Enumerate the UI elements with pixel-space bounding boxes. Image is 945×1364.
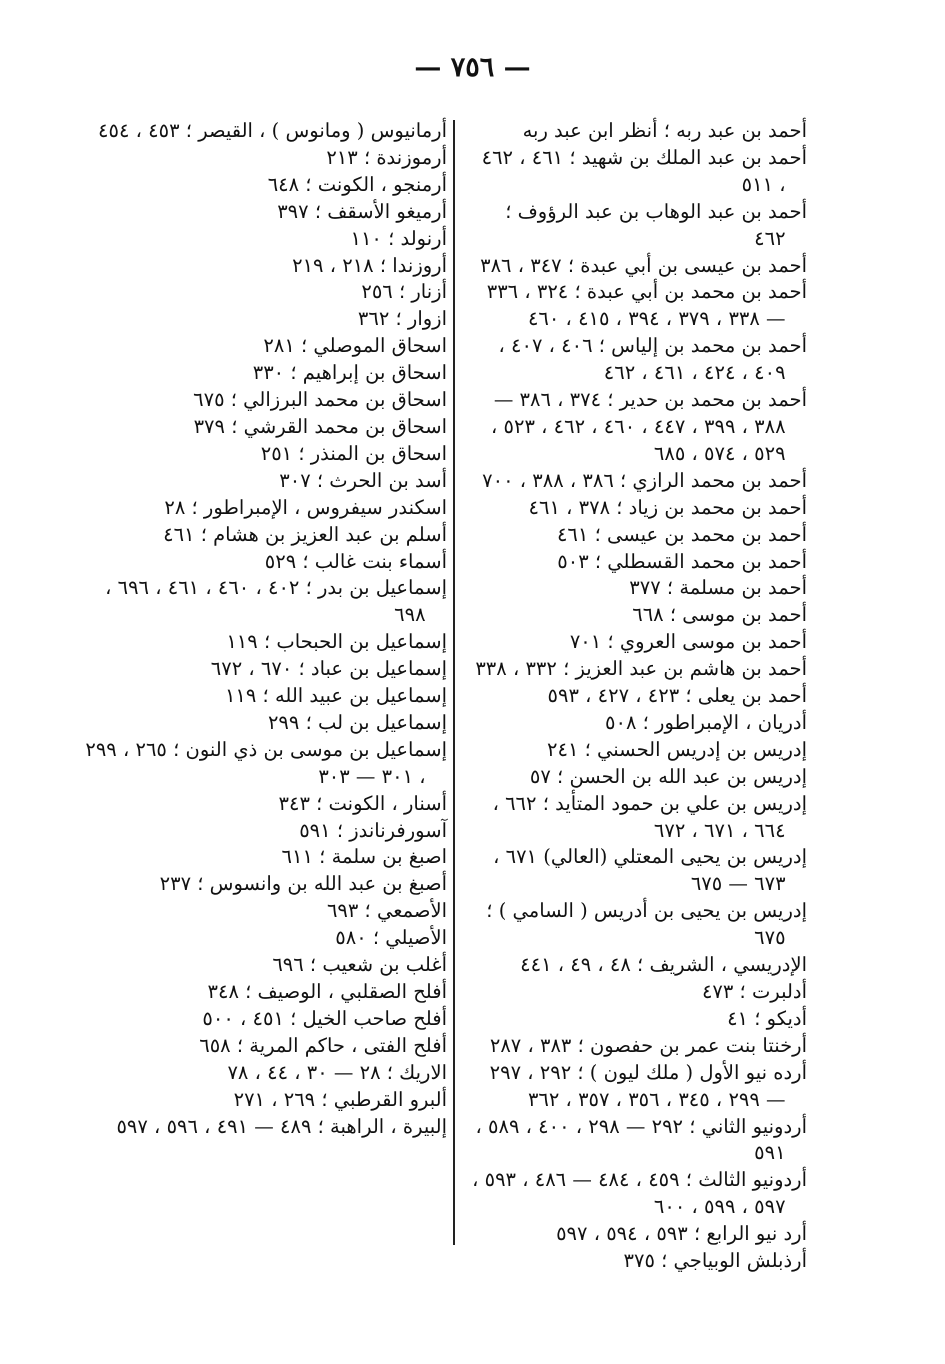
index-entry: أحمد بن محمد بن عيسى ؛ ٤٦١ xyxy=(556,522,807,546)
index-entry: أردونيو الثاني ؛ ٢٩٢ — ٢٩٨ ، ٤٠٠ ، ٥٨٩ ، ٥٩١ xyxy=(475,1114,807,1165)
index-entry: أحمد بن موسى ؛ ٦٦٨ xyxy=(632,603,807,627)
index-column-left xyxy=(77,118,447,1140)
index-entry: أسد بن الحرث ؛ ٣٠٧ xyxy=(279,468,447,492)
index-entry: أرمانيوس ( ومانوس ) ، القيصر ؛ ٤٥٣ ، ٤٥٤ xyxy=(98,119,447,142)
index-entry: إدريس بن عبد الله بن الحسن ؛ ٥٧ xyxy=(529,764,807,788)
index-entry: اسحاق بن إبراهيم ؛ ٣٣٠ xyxy=(252,361,447,385)
index-entry: أردونيو الثالث ؛ ٤٥٩ ، ٤٨٤ — ٤٨٦ ، ٥٩٣ ، ٥٩٧ ، ٥٩٩ ، ٦٠٠ xyxy=(472,1168,807,1219)
column-divider xyxy=(453,120,455,1245)
index-entry: أحمد بن محمد بن أبي عبدة ؛ ٣٢٤ ، ٣٣٦ — ٣٣٨ ، ٣٧٩ ، ٣٩٤ ، ٤١٥ ، ٤٦٠ xyxy=(486,280,807,331)
index-entry: أرده نيو الأول ( ملك ليون ) ؛ ٢٩٢ ، ٢٩٧ — ٢٩٩ ، ٣٤٥ ، ٣٥٦ ، ٣٥٧ ، ٣٦٢ xyxy=(489,1060,807,1111)
index-entry: أرد نيو الرابع ؛ ٥٩٣ ، ٥٩٤ ، ٥٩٧ xyxy=(556,1222,807,1246)
index-entry: أغلب بن شعيب ؛ ٦٩٦ xyxy=(272,953,447,977)
index-entry: أحمد بن هاشم بن عبد العزيز ؛ ٣٣٢ ، ٣٣٨ xyxy=(475,657,807,681)
index-entry: الأصمعي ؛ ٦٩٣ xyxy=(326,899,447,923)
index-entry: الاريك ؛ ٢٨ — ٣٠ ، ٤٤ ، ٧٨ xyxy=(227,1060,447,1084)
index-entry: أروزندا ؛ ٢١٨ ، ٢١٩ xyxy=(292,253,447,277)
index-entry: أدلبرت ؛ ٤٧٣ xyxy=(701,980,807,1003)
index-entry: إدريس بن علي بن حمود المتأيد ؛ ٦٦٢ ، ٦٦٤ ، ٦٧١ ، ٦٧٢ xyxy=(492,791,807,842)
index-entry: أرذبلش الوبياجي ؛ ٣٧٥ xyxy=(623,1249,807,1273)
page-number: — ٧٥٦ — xyxy=(414,52,531,83)
index-entry: اسحاق الموصلي ؛ ٢٨١ xyxy=(263,334,447,358)
index-entry: أصبغ بن عبد الله بن وانسوس ؛ ٢٣٧ xyxy=(159,872,447,896)
index-entry: أحمد بن مسلمة ؛ ٣٧٧ xyxy=(629,576,807,600)
index-entry: أرمنجو ، الكونت ؛ ٦٤٨ xyxy=(267,172,447,196)
index-entry: أحمد بن عبد ربه ؛ أنظر ابن عبد ربه xyxy=(522,119,807,142)
index-entry: أرخنتا بنت عمر بن حفصون ؛ ٣٨٣ ، ٢٨٧ xyxy=(489,1033,807,1057)
index-entry: اسكندر سيفروس ، الإمبراطور ؛ ٢٨ xyxy=(164,495,447,519)
index-entry: أزنار ؛ ٢٥٦ xyxy=(361,280,447,304)
index-entry: اسحاق بن محمد القرشي ؛ ٣٧٩ xyxy=(193,414,447,438)
index-entry: اسحاق بن محمد البرزالي ؛ ٦٧٥ xyxy=(193,388,447,412)
index-entry: أحمد بن محمد الرازي ؛ ٣٨٦ ، ٣٨٨ ، ٧٠٠ xyxy=(482,468,807,492)
index-entry: أحمد بن عبد الوهاب بن عبد الرؤوف ؛ ٤٦٢ xyxy=(505,199,807,250)
index-entry: إسماعيل بن لب ؛ ٢٩٩ xyxy=(267,710,447,734)
index-entry: أحمد بن عبد الملك بن شهيد ؛ ٤٦١ ، ٤٦٢ ، ٥١١ xyxy=(481,145,807,196)
index-entry: أسنار ، الكونت ؛ ٣٤٣ xyxy=(278,791,447,815)
index-entry: أحمد بن محمد بن زياد ؛ ٣٧٨ ، ٤٦١ xyxy=(528,495,807,519)
index-entry: أحمد بن موسى العروي ؛ ٧٠١ xyxy=(569,630,807,654)
index-entry: اسحاق بن المنذر ؛ ٢٥١ xyxy=(260,441,447,465)
index-entry: أفلح الفتى ، حاكم المرية ؛ ٦٥٨ xyxy=(199,1033,447,1057)
index-entry: أحمد بن محمد بن إلياس ؛ ٤٠٦ ، ٤٠٧ ، ٤٠٩ ، ٤٢٤ ، ٤٦١ ، ٤٦٢ xyxy=(498,334,807,385)
index-entry: إدريس بن يحيى المعتلي (العالي) ٦٧١ ، ٦٧٣ — ٦٧٥ xyxy=(493,845,807,896)
index-entry: أحمد بن محمد بن حدير ؛ ٣٧٤ ، ٣٨٦ — ٣٨٨ ، ٣٩٩ ، ٤٤٧ ، ٤٦٠ ، ٤٦٢ ، ٥٢٣ ، ٥٢٩ ، ٥٧٤ ، ٦٨٥ xyxy=(491,388,807,465)
index-entry: إدريس بن إدريس الحسني ؛ ٢٤١ xyxy=(547,737,807,761)
index-entry: أرميغو الأسقف ؛ ٣٩٧ xyxy=(277,199,447,223)
index-entry: الأصيلي ؛ ٥٨٠ xyxy=(335,926,447,950)
index-entry: أفلح الصقلبي ، الوصيف ؛ ٣٤٨ xyxy=(207,980,447,1003)
index-entry: أرنولد ؛ ١١٠ xyxy=(350,226,447,250)
index-entry: إسماعيل بن بدر ؛ ٤٠٢ ، ٤٦٠ ، ٤٦١ ، ٦٩٦ ، ٦٩٨ xyxy=(105,576,447,627)
index-entry: أحمد بن محمد القسطلي ؛ ٥٠٣ xyxy=(557,549,807,573)
index-entry: أدريان ، الإمبراطور ؛ ٥٠٨ xyxy=(605,710,807,734)
index-entry: إسماعيل بن الحبحاب ؛ ١١٩ xyxy=(226,630,447,654)
index-entry: أديكو ؛ ٤١ xyxy=(727,1006,807,1030)
index-entry: إلبيرة ، الراهبة ؛ ٤٨٩ — ٤٩١ ، ٥٩٦ ، ٥٩٧ xyxy=(116,1114,447,1138)
index-entry: إسماعيل بن موسى بن ذي النون ؛ ٢٦٥ ، ٢٩٩ ، ٣٠١ — ٣٠٣ xyxy=(85,737,447,788)
index-entry: أسماء بنت غالب ؛ ٥٢٩ xyxy=(264,549,447,573)
index-entry: أفلح صاحب الخيل ؛ ٤٥١ ، ٥٠٠ xyxy=(202,1006,447,1030)
index-column-right xyxy=(472,118,807,1275)
index-entry: أحمد بن يعلى ؛ ٤٢٣ ، ٤٢٧ ، ٥٩٣ xyxy=(547,684,807,708)
index-entry: إسماعيل بن عبيد الله ؛ ١١٩ xyxy=(224,684,447,708)
index-entry: أسلم بن عبد العزيز بن هشام ؛ ٤٦١ xyxy=(163,522,447,546)
index-entry: آسورفرناندز ؛ ٥٩١ xyxy=(299,818,447,842)
index-entry: أرموزندة ؛ ٢١٣ xyxy=(326,145,447,169)
index-entry: ألبرو القرطبي ؛ ٢٦٩ ، ٢٧١ xyxy=(233,1087,447,1111)
index-entry: إسماعيل بن عباد ؛ ٦٧٠ ، ٦٧٢ xyxy=(210,657,447,681)
index-entry: ازوار ؛ ٣٦٢ xyxy=(357,307,447,331)
index-entry: الإدريسي ، الشريف ؛ ٤٨ ، ٤٩ ، ٤٤١ xyxy=(520,953,807,977)
index-entry: اصبغ بن سلمة ؛ ٦١١ xyxy=(281,845,447,869)
index-entry: أحمد بن عيسى بن أبي عبدة ؛ ٣٤٧ ، ٣٨٦ xyxy=(480,253,807,277)
index-entry: إدريس بن يحيى بن أدريس ( السامي ) ؛ ٦٧٥ xyxy=(486,899,807,950)
